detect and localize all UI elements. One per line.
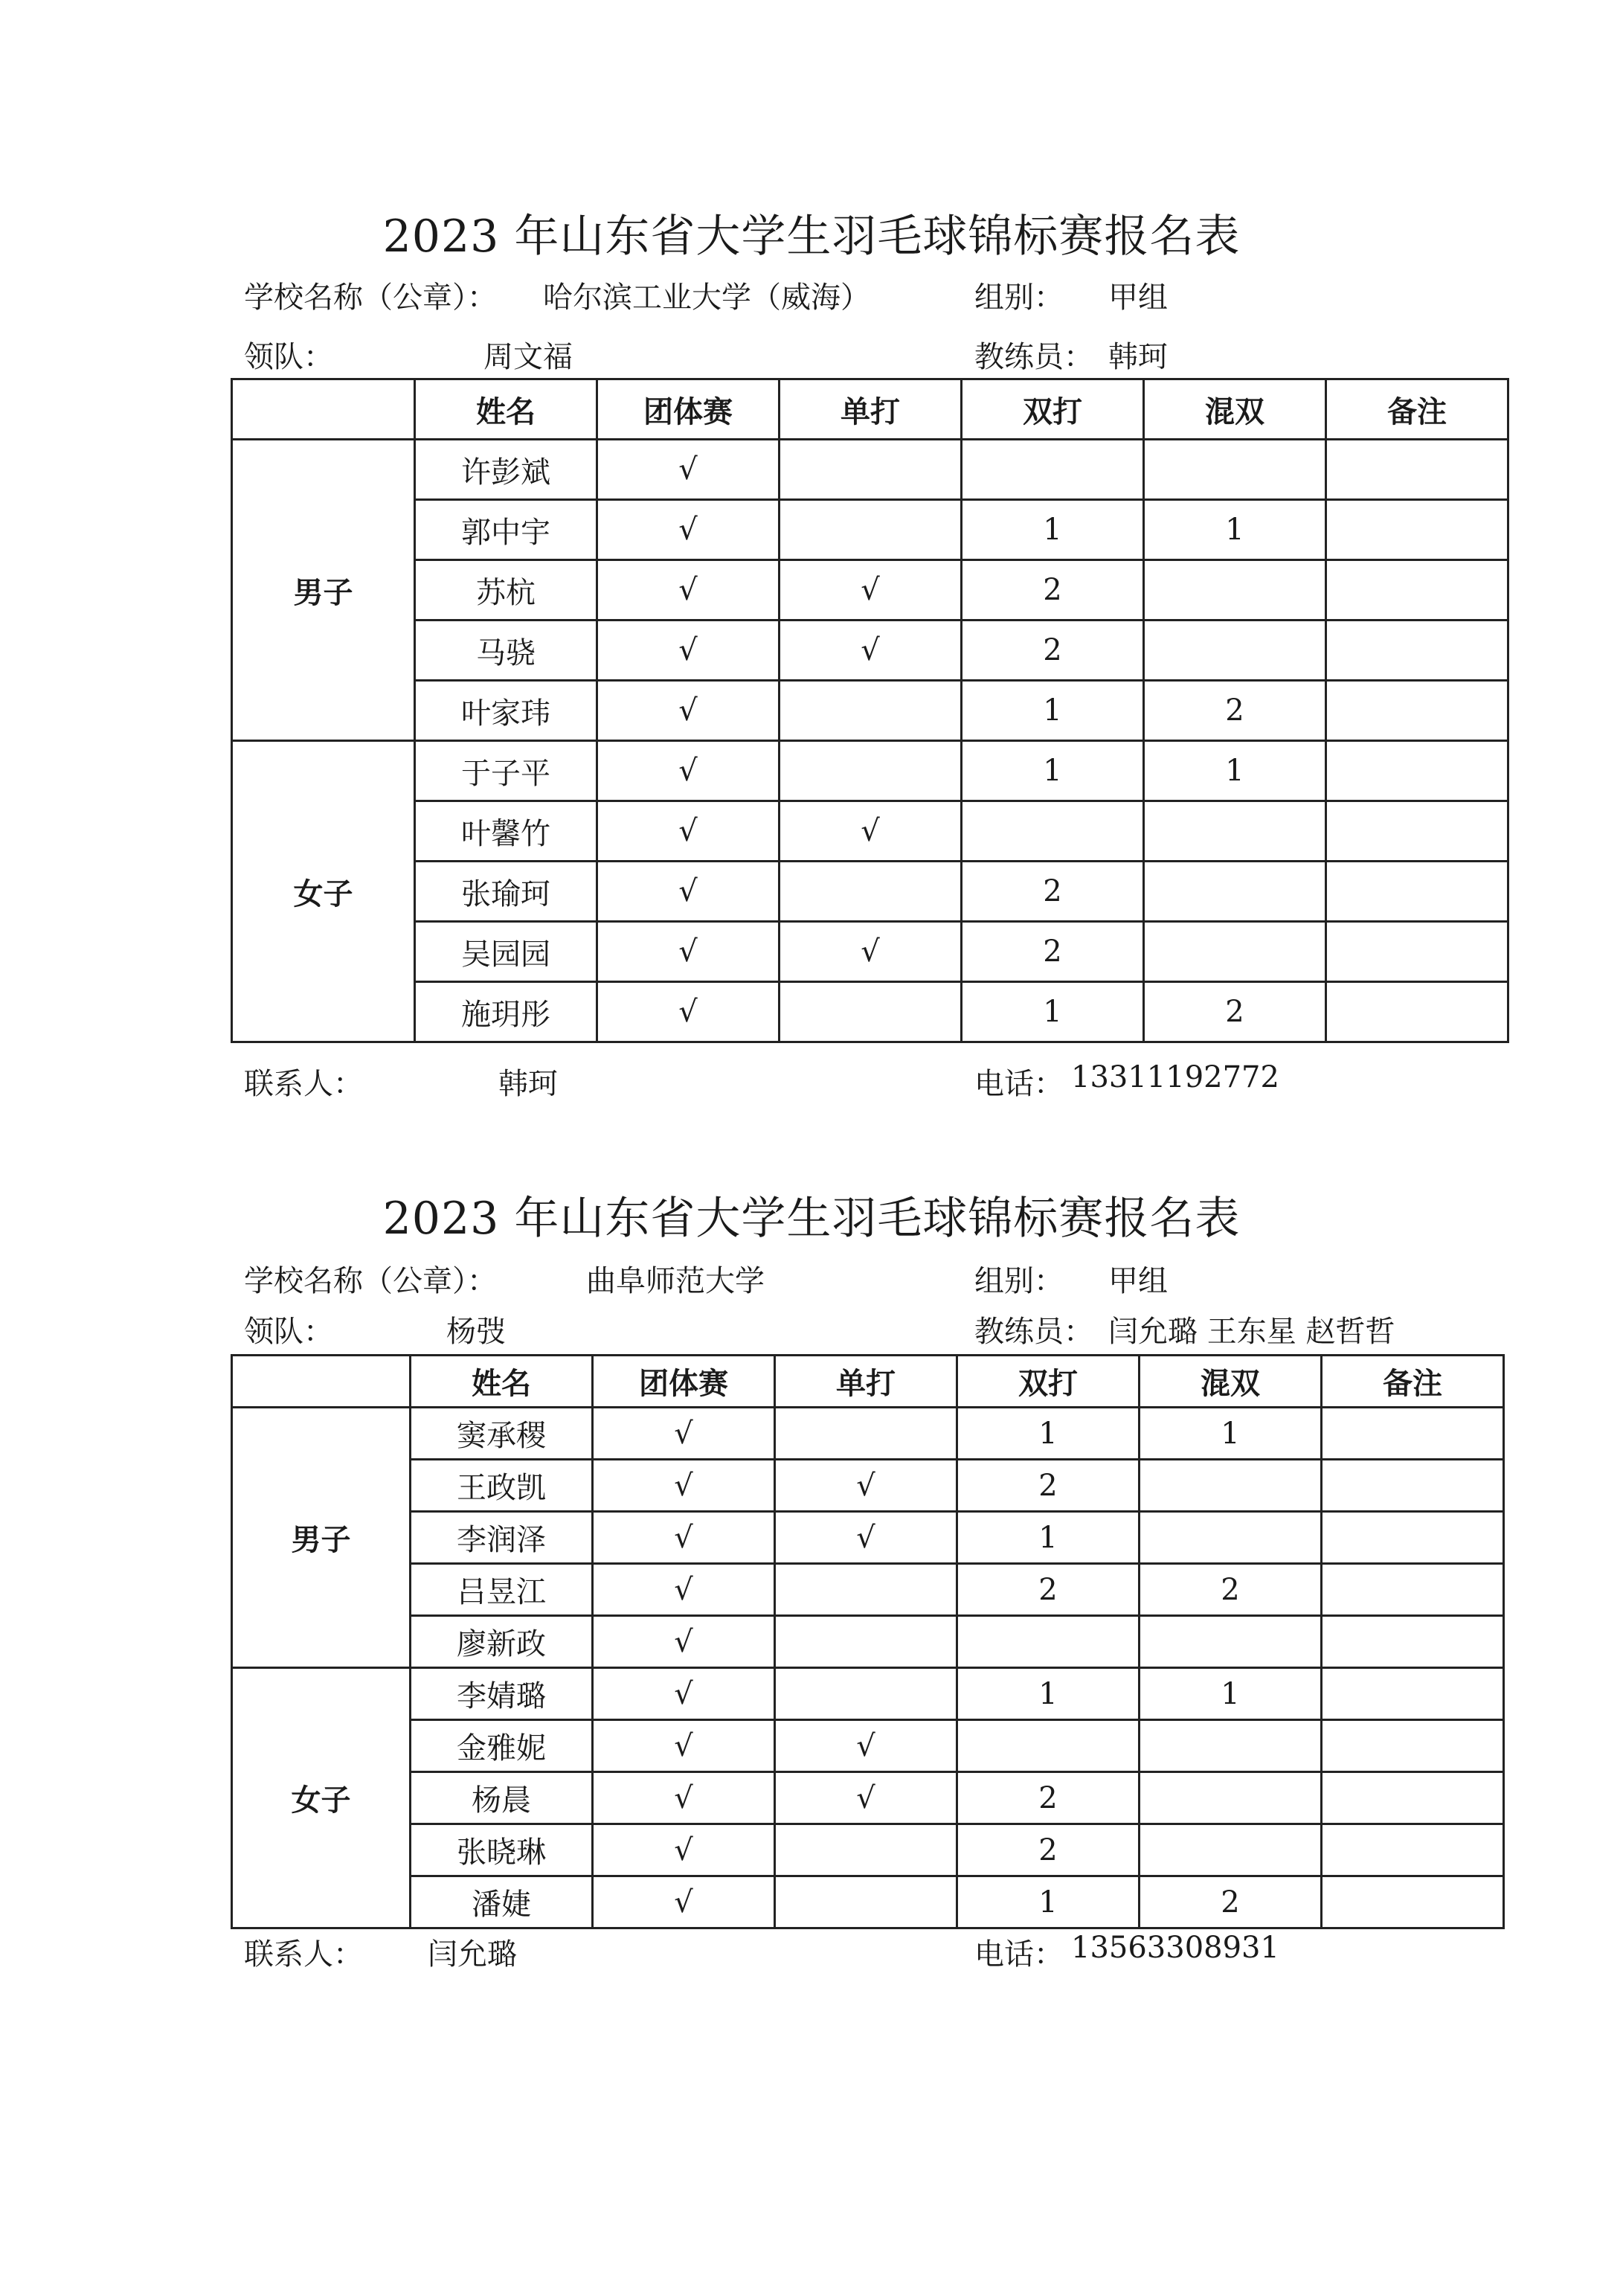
- note-cell: [1322, 1772, 1504, 1824]
- doubles-cell: 1: [957, 1512, 1140, 1564]
- singles-cell: √: [780, 560, 962, 621]
- doubles-cell: 2: [962, 922, 1144, 982]
- singles-cell: [780, 741, 962, 801]
- note-cell: [1322, 1564, 1504, 1616]
- team-cell: √: [593, 1564, 775, 1616]
- singles-cell: √: [775, 1512, 957, 1564]
- team-cell: √: [597, 500, 780, 560]
- mixed-cell: [1144, 922, 1326, 982]
- form-title: 2023 年山东省大学生羽毛球锦标赛报名表: [382, 1193, 1241, 1245]
- team-cell: √: [593, 1772, 775, 1824]
- header-row: [232, 1356, 1504, 1408]
- team-cell: √: [593, 1720, 775, 1772]
- school-name: 曲阜师范大学: [586, 1264, 765, 1298]
- doubles-cell: 2: [962, 560, 1144, 621]
- coach-name: 韩珂: [1108, 340, 1168, 374]
- note-cell: [1326, 500, 1508, 560]
- table-row: [232, 1824, 1504, 1876]
- header-blank: [232, 379, 415, 440]
- doubles-cell: 1: [957, 1876, 1140, 1928]
- note-cell: [1326, 922, 1508, 982]
- table-row: [232, 1720, 1504, 1772]
- header-note: 备注: [1322, 1356, 1504, 1408]
- header-team: 团体赛: [597, 379, 780, 440]
- phone-label: 电话：: [974, 1937, 1064, 1972]
- doubles-cell: 2: [962, 621, 1144, 681]
- women-group-label: 女子: [232, 1668, 411, 1928]
- registration-table: [231, 1354, 1505, 1929]
- table-row: [232, 1772, 1504, 1824]
- header-doubles: 双打: [962, 379, 1144, 440]
- player-name: 潘婕: [411, 1876, 593, 1928]
- table-row: [232, 982, 1508, 1042]
- phone-label: 电话：: [974, 1067, 1064, 1101]
- school-label: 学校名称（公章）：: [244, 1264, 497, 1298]
- mixed-cell: [1140, 1460, 1322, 1512]
- leader-name: 周文福: [483, 340, 573, 374]
- player-name: 李婧璐: [411, 1668, 593, 1720]
- singles-cell: √: [780, 922, 962, 982]
- team-cell: √: [593, 1512, 775, 1564]
- mixed-cell: [1140, 1720, 1322, 1772]
- doubles-cell: 2: [957, 1460, 1140, 1512]
- table-row: [232, 1460, 1504, 1512]
- team-cell: √: [593, 1824, 775, 1876]
- doubles-cell: [957, 1616, 1140, 1668]
- singles-cell: [775, 1876, 957, 1928]
- team-cell: √: [593, 1616, 775, 1668]
- header-doubles: 双打: [957, 1356, 1140, 1408]
- player-name: 于子平: [415, 741, 597, 801]
- contact-label: 联系人：: [244, 1067, 363, 1101]
- doubles-cell: 2: [957, 1772, 1140, 1824]
- mixed-cell: [1140, 1824, 1322, 1876]
- doubles-cell: [962, 440, 1144, 500]
- singles-cell: [780, 500, 962, 560]
- note-cell: [1322, 1616, 1504, 1668]
- contact-name: 闫允璐: [428, 1937, 517, 1972]
- note-cell: [1322, 1460, 1504, 1512]
- team-cell: √: [597, 681, 780, 741]
- note-cell: [1326, 982, 1508, 1042]
- table-row: [232, 621, 1508, 681]
- table-row: [232, 1512, 1504, 1564]
- doubles-cell: 2: [962, 862, 1144, 922]
- player-name: 吕昱江: [411, 1564, 593, 1616]
- contact-label: 联系人：: [244, 1937, 363, 1972]
- player-name: 叶馨竹: [415, 801, 597, 862]
- note-cell: [1322, 1512, 1504, 1564]
- header-team: 团体赛: [593, 1356, 775, 1408]
- note-cell: [1326, 681, 1508, 741]
- table-row: [232, 1876, 1504, 1928]
- singles-cell: [780, 440, 962, 500]
- singles-cell: [780, 982, 962, 1042]
- player-name: 许彭斌: [415, 440, 597, 500]
- mixed-cell: 2: [1140, 1564, 1322, 1616]
- contact-name: 韩珂: [498, 1067, 558, 1101]
- mixed-cell: 2: [1144, 681, 1326, 741]
- mixed-cell: 1: [1144, 741, 1326, 801]
- mixed-cell: [1140, 1772, 1322, 1824]
- header-name: 姓名: [415, 379, 597, 440]
- table-row: [232, 1668, 1504, 1720]
- singles-cell: √: [775, 1772, 957, 1824]
- team-cell: √: [593, 1408, 775, 1460]
- player-name: 李润泽: [411, 1512, 593, 1564]
- table-row: [232, 922, 1508, 982]
- team-cell: √: [593, 1876, 775, 1928]
- player-name: 苏杭: [415, 560, 597, 621]
- table-row: [232, 862, 1508, 922]
- mixed-cell: [1140, 1616, 1322, 1668]
- group-value: 甲组: [1108, 280, 1168, 315]
- doubles-cell: 1: [962, 500, 1144, 560]
- team-cell: √: [597, 621, 780, 681]
- singles-cell: √: [780, 801, 962, 862]
- table-row: [232, 1408, 1504, 1460]
- table-row: [232, 801, 1508, 862]
- doubles-cell: [962, 801, 1144, 862]
- singles-cell: √: [775, 1460, 957, 1512]
- header-note: 备注: [1326, 379, 1508, 440]
- note-cell: [1326, 862, 1508, 922]
- team-cell: √: [597, 801, 780, 862]
- team-cell: √: [597, 922, 780, 982]
- mixed-cell: 1: [1140, 1668, 1322, 1720]
- note-cell: [1322, 1668, 1504, 1720]
- note-cell: [1326, 440, 1508, 500]
- mixed-cell: [1140, 1512, 1322, 1564]
- header-name: 姓名: [411, 1356, 593, 1408]
- note-cell: [1326, 560, 1508, 621]
- table-row: [232, 500, 1508, 560]
- doubles-cell: 1: [962, 741, 1144, 801]
- mixed-cell: 2: [1144, 982, 1326, 1042]
- player-name: 张晓琳: [411, 1824, 593, 1876]
- group-label: 组别：: [974, 1264, 1064, 1298]
- coach-label: 教练员：: [974, 340, 1093, 374]
- team-cell: √: [597, 982, 780, 1042]
- doubles-cell: [957, 1720, 1140, 1772]
- header-mixed: 混双: [1144, 379, 1326, 440]
- doubles-cell: 1: [957, 1668, 1140, 1720]
- mixed-cell: [1144, 621, 1326, 681]
- table-row: [232, 440, 1508, 500]
- singles-cell: [775, 1824, 957, 1876]
- form-title: 2023 年山东省大学生羽毛球锦标赛报名表: [382, 211, 1241, 263]
- doubles-cell: 2: [957, 1824, 1140, 1876]
- note-cell: [1322, 1408, 1504, 1460]
- doubles-cell: 1: [957, 1408, 1140, 1460]
- doubles-cell: 1: [962, 982, 1144, 1042]
- mixed-cell: [1144, 801, 1326, 862]
- player-name: 吴园园: [415, 922, 597, 982]
- mixed-cell: 2: [1140, 1876, 1322, 1928]
- header-blank: [232, 1356, 411, 1408]
- team-cell: √: [593, 1460, 775, 1512]
- note-cell: [1326, 621, 1508, 681]
- team-cell: √: [597, 560, 780, 621]
- player-name: 王政凯: [411, 1460, 593, 1512]
- team-cell: √: [597, 440, 780, 500]
- leader-label: 领队：: [244, 1315, 333, 1349]
- mixed-cell: 1: [1140, 1408, 1322, 1460]
- header-mixed: 混双: [1140, 1356, 1322, 1408]
- table-row: [232, 1616, 1504, 1668]
- player-name: 叶家玮: [415, 681, 597, 741]
- group-label: 组别：: [974, 280, 1064, 315]
- singles-cell: [775, 1668, 957, 1720]
- coach-label: 教练员：: [974, 1315, 1093, 1349]
- singles-cell: [775, 1616, 957, 1668]
- table-row: [232, 560, 1508, 621]
- note-cell: [1322, 1720, 1504, 1772]
- player-name: 郭中宇: [415, 500, 597, 560]
- coach-name: 闫允璐 王东星 赵哲哲: [1108, 1315, 1395, 1349]
- doubles-cell: 1: [962, 681, 1144, 741]
- player-name: 廖新政: [411, 1616, 593, 1668]
- table-row: [232, 1564, 1504, 1616]
- note-cell: [1322, 1824, 1504, 1876]
- mixed-cell: 1: [1144, 500, 1326, 560]
- team-cell: √: [597, 741, 780, 801]
- player-name: 施玥彤: [415, 982, 597, 1042]
- note-cell: [1326, 741, 1508, 801]
- singles-cell: [775, 1564, 957, 1616]
- singles-cell: √: [780, 621, 962, 681]
- team-cell: √: [597, 862, 780, 922]
- player-name: 金雅妮: [411, 1720, 593, 1772]
- singles-cell: √: [775, 1720, 957, 1772]
- player-name: 杨晨: [411, 1772, 593, 1824]
- school-name: 哈尔滨工业大学（威海）: [543, 280, 870, 315]
- registration-table: [231, 378, 1509, 1043]
- player-name: 窦承稷: [411, 1408, 593, 1460]
- header-singles: 单打: [780, 379, 962, 440]
- group-value: 甲组: [1108, 1264, 1168, 1298]
- school-label: 学校名称（公章）：: [244, 280, 497, 315]
- player-name: 马骁: [415, 621, 597, 681]
- men-group-label: 男子: [232, 1408, 411, 1668]
- mixed-cell: [1144, 862, 1326, 922]
- note-cell: [1322, 1876, 1504, 1928]
- singles-cell: [780, 681, 962, 741]
- leader-name: 杨弢: [446, 1315, 506, 1349]
- header-singles: 单打: [775, 1356, 957, 1408]
- men-group-label: 男子: [232, 440, 415, 741]
- note-cell: [1326, 801, 1508, 862]
- singles-cell: [775, 1408, 957, 1460]
- mixed-cell: [1144, 560, 1326, 621]
- phone-number: 13563308931: [1071, 1931, 1279, 1965]
- header-row: [232, 379, 1508, 440]
- team-cell: √: [593, 1668, 775, 1720]
- table-row: [232, 741, 1508, 801]
- table-row: [232, 681, 1508, 741]
- singles-cell: [780, 862, 962, 922]
- women-group-label: 女子: [232, 741, 415, 1042]
- phone-number: 13311192772: [1071, 1060, 1279, 1094]
- player-name: 张瑜珂: [415, 862, 597, 922]
- doubles-cell: 2: [957, 1564, 1140, 1616]
- leader-label: 领队：: [244, 340, 333, 374]
- mixed-cell: [1144, 440, 1326, 500]
